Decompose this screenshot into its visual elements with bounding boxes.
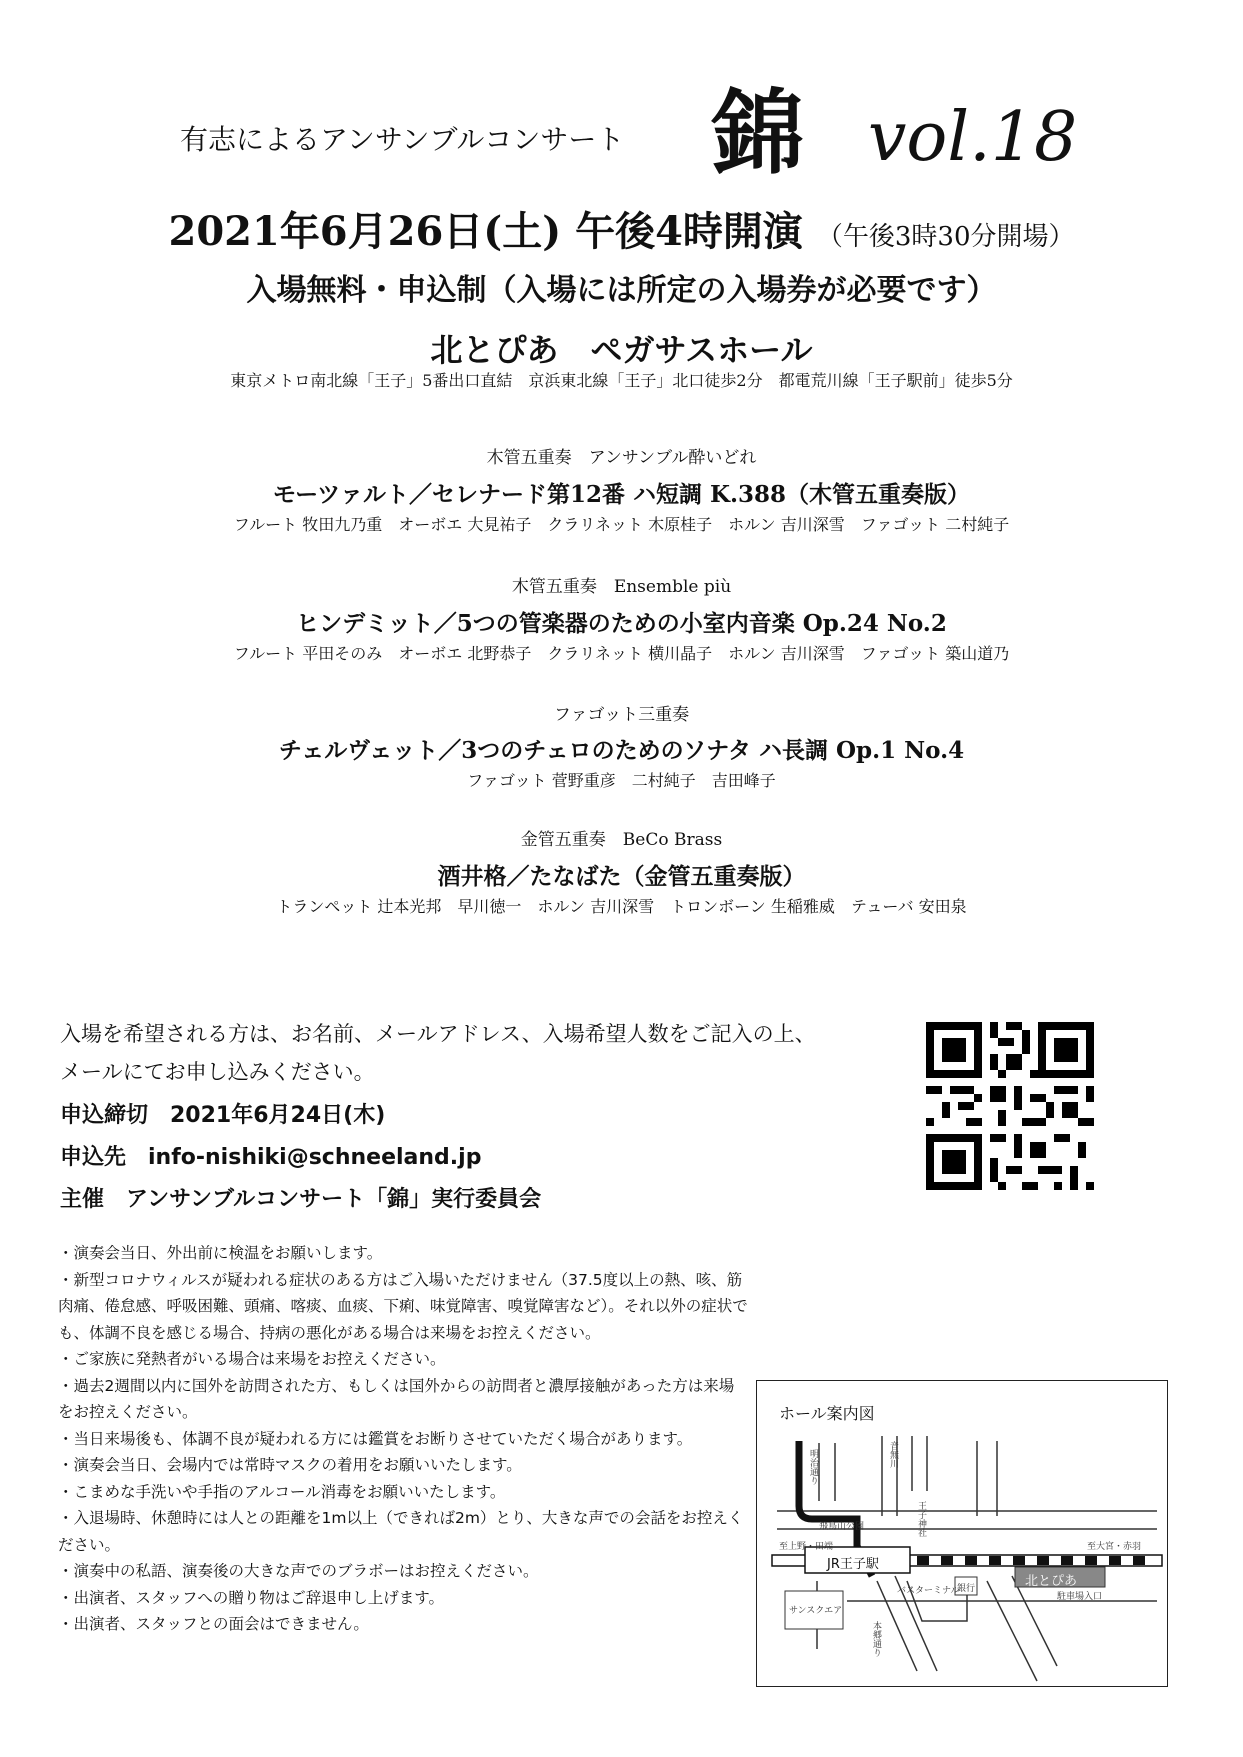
map-station-label: JR王子駅 bbox=[827, 1557, 879, 1572]
event-date-main: 2021年6月26日(土) 午後4時開演 bbox=[168, 208, 803, 255]
note-item: ・新型コロナウィルスが疑われる症状のある方はご入場いただけません（37.5度以上の熱、咳、筋肉痛、倦怠感、呼吸困難、頭痛、喀痰、血痰、下痢、味覚障害、嗅覚障害など）。それ以外の症状でも、体調不良を感じる場合、持病の悪化がある場合は来場をお控えください。 bbox=[58, 1270, 748, 1342]
program-players: ファゴット 菅野重彦 二村純子 吉田峰子 bbox=[467, 771, 776, 790]
map-park-label: 飛鳥山公園 bbox=[819, 1522, 865, 1532]
admission-note: 入場無料・申込制（入場には所定の入場券が必要です） bbox=[246, 273, 997, 308]
apply-instruction: メールにてお申し込みください。 bbox=[60, 1060, 375, 1084]
map-roads bbox=[757, 1381, 1167, 1686]
apply-email[interactable]: 申込先 info-nishiki@schneeland.jp bbox=[60, 1145, 482, 1170]
organizer: 主催 アンサンブルコンサート「錦」実行委員会 bbox=[60, 1187, 542, 1212]
map-bank-label: 銀行 bbox=[957, 1584, 976, 1594]
program-piece: ヒンデミット／5つの管楽器のための小室内音楽 Op.24 No.2 bbox=[296, 610, 947, 637]
program-group: 木管五重奏 Ensemble più bbox=[511, 577, 732, 597]
map-bus-label: バスターミナル bbox=[897, 1586, 960, 1596]
notes-list bbox=[58, 1240, 748, 1638]
program-piece: モーツァルト／セレナード第12番 ハ短調 K.388（木管五重奏版） bbox=[273, 481, 970, 508]
map-shrine-label: 王子神社 bbox=[916, 1501, 926, 1537]
map-entrance-label: 駐車場入口 bbox=[1057, 1592, 1103, 1602]
map-road-label: 明治通り bbox=[808, 1449, 818, 1485]
note-item: ・出演者、スタッフとの面会はできません。 bbox=[58, 1615, 369, 1633]
program-piece: 酒井格／たなばた（金管五重奏版） bbox=[437, 863, 806, 890]
venue-access: 東京メトロ南北線「王子」5番出口直結 京浜東北線「王子」北口徒歩2分 都電荒川線「王子駅前」徒歩5分 bbox=[230, 371, 1013, 390]
event-doors-open: （午後3時30分開場） bbox=[816, 222, 1075, 252]
program-group: 金管五重奏 BeCo Brass bbox=[520, 830, 723, 850]
apply-instruction: 入場を希望される方は、お名前、メールアドレス、入場希望人数をご記入の上、 bbox=[60, 1022, 816, 1046]
event-date bbox=[0, 200, 1243, 257]
apply-deadline: 申込締切 2021年6月24日(木) bbox=[60, 1103, 386, 1128]
map-venue-label: 北とぴあ bbox=[1025, 1574, 1078, 1589]
note-item: ・入退場時、休憩時には人との距離を1m以上（できれば2m）とり、大きな声での会話をお控えください。 bbox=[58, 1509, 744, 1554]
qr-code[interactable] bbox=[926, 1022, 1094, 1190]
note-item: ・当日来場後も、体調不良が疑われる方には鑑賞をお断りさせていただく場合があります。 bbox=[58, 1429, 693, 1448]
note-item: ・出演者、スタッフへの贈り物はご辞退申し上げます。 bbox=[58, 1588, 444, 1607]
note-item: ・ご家族に発熱者がいる場合は来場をお控えください。 bbox=[58, 1350, 446, 1368]
concert-volume: vol.18 bbox=[868, 98, 1078, 177]
map-sunsquare-label: サンスクエア bbox=[789, 1606, 843, 1616]
map-title: ホール案内図 bbox=[779, 1404, 875, 1423]
program-piece: チェルヴェット／3つのチェロのためのソナタ ハ長調 Op.1 No.4 bbox=[278, 737, 965, 764]
concert-title-kanji: 錦 bbox=[712, 79, 805, 187]
program-players: トランペット 辻本光邦 早川徳一 ホルン 吉川深雪 トロンボーン 生稲雅威 テューバ 安田泉 bbox=[276, 897, 967, 916]
concert-subtitle: 有志によるアンサンブルコンサート bbox=[180, 123, 625, 156]
note-item: ・過去2週間以内に国外を訪問された方、もしくは国外からの訪問者と濃厚接触があった方は来場をお控えください。 bbox=[58, 1376, 735, 1421]
map-road-label: 本郷通り bbox=[871, 1621, 881, 1657]
venue-name: 北とぴあ ペガサスホール bbox=[430, 331, 813, 369]
venue-map bbox=[756, 1380, 1168, 1687]
program-players: フルート 牧田九乃重 オーボエ 大見祐子 クラリネット 木原桂子 ホルン 吉川深雪 ファゴット 二村純子 bbox=[233, 515, 1010, 534]
note-item: ・演奏会当日、外出前に検温をお願いします。 bbox=[58, 1244, 383, 1262]
map-direction-label: 至大宮・赤羽 bbox=[1087, 1542, 1142, 1552]
program-players: フルート 平田そのみ オーボエ 北野恭子 クラリネット 横川晶子 ホルン 吉川深雪 ファゴット 築山道乃 bbox=[233, 644, 1010, 663]
program-group: ファゴット三重奏 bbox=[553, 705, 690, 725]
note-item: ・こまめな手洗いや手指のアルコール消毒をお願いいたします。 bbox=[58, 1482, 506, 1501]
note-item: ・演奏会当日、会場内では常時マスクの着用をお願いいたします。 bbox=[58, 1456, 522, 1474]
map-direction-label: 至上野・田端 bbox=[779, 1542, 834, 1552]
program-group: 木管五重奏 アンサンブル酔いどれ bbox=[486, 448, 757, 468]
map-river-label: 音無川 bbox=[888, 1441, 898, 1468]
note-item: ・演奏中の私語、演奏後の大きな声でのブラボーはお控えください。 bbox=[58, 1562, 539, 1580]
